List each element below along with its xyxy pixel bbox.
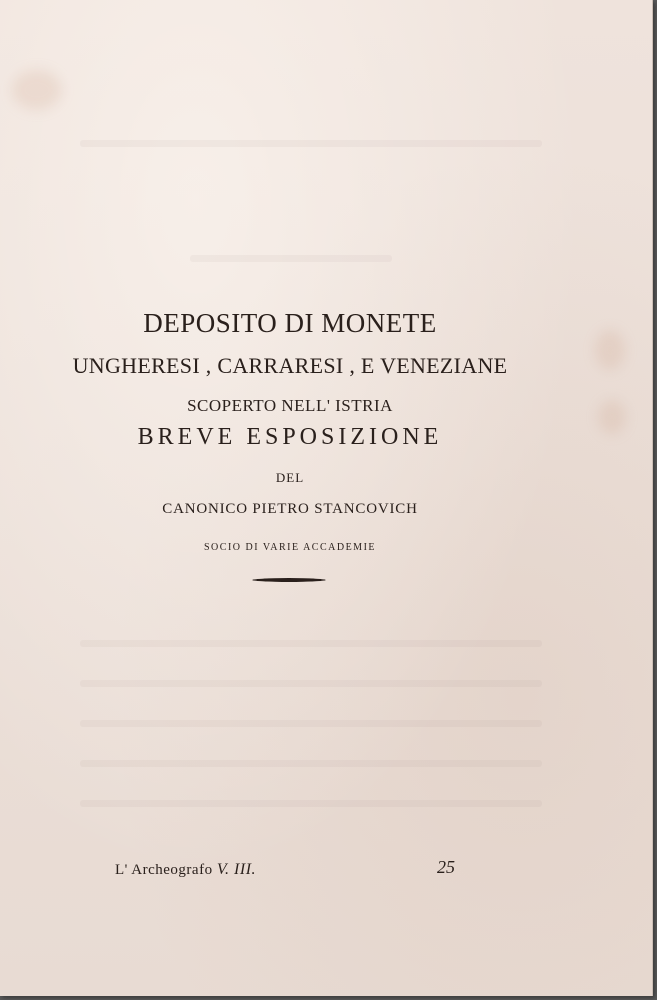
author-name: CANONICO PIETRO STANCOVICH [162,501,418,517]
title-line-2: UNGHERESI , CARRARESI , E VENEZIANE [72,353,508,378]
bleed-through-line [80,720,542,727]
bleed-through-line [80,640,542,647]
ornamental-rule [252,578,326,582]
paper-stain [598,400,626,434]
paper-stain [595,330,625,370]
journal-name: L' Archeografo [115,862,213,878]
preposition: DEL [275,470,305,485]
author-affiliation: SOCIO DI VARIE ACCADEMIE [203,542,377,553]
signature-mark: 25 [437,857,455,877]
footer-journal [115,861,256,879]
bleed-through-line [80,140,542,147]
bleed-through-line [80,760,542,767]
bleed-through-line [80,800,542,807]
volume-number: V. III. [216,861,257,878]
paper-stain [12,70,62,110]
heading: BREVE ESPOSIZIONE [137,424,443,450]
subtitle: SCOPERTO NELL' ISTRIA [187,396,393,415]
title-line-1: DEPOSITO DI MONETE [143,308,437,338]
bleed-through-line [190,255,392,262]
bleed-through-line [80,680,542,687]
